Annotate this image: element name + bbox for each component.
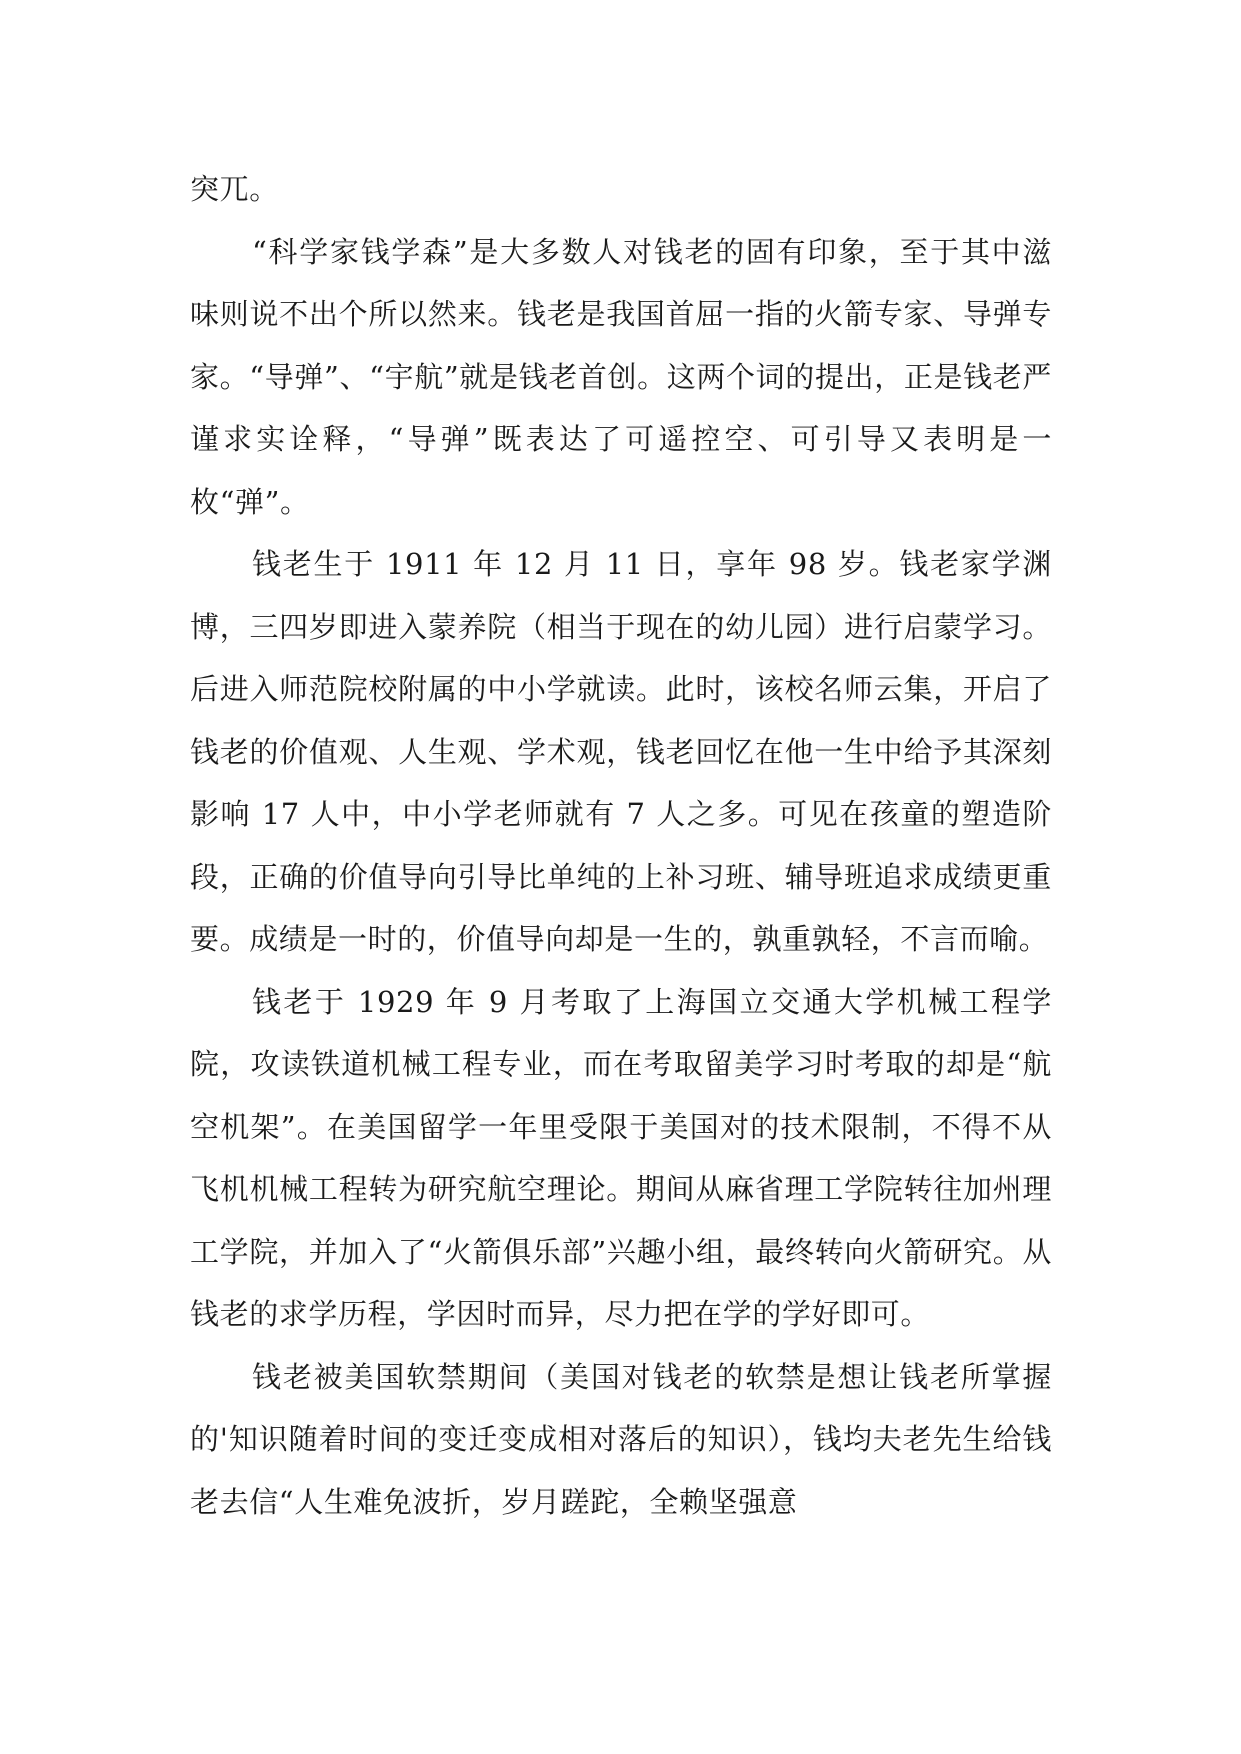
- document-page: [190, 158, 1052, 1533]
- paragraph-2: “科学家钱学森”是大多数人对钱老的固有印象，至于其中滋味则说不出个所以然来。钱老是我国首屈一指的火箭专家、导弹专家。“导弹”、“宇航”就是钱老首创。这两个词的提出，正是钱老严谨求实诠释，“导弹”既表达了可遥控空、可引导又表明是一枚“弹”。: [190, 234, 1052, 519]
- paragraph-1: 突兀。: [190, 172, 279, 206]
- paragraph-3: 钱老生于 1911 年 12 月 11 日，享年 98 岁。钱老家学渊博，三四岁即进入蒙养院（相当于现在的幼儿园）进行启蒙学习。后进入师范院校附属的中小学就读。此时，该校名师云集，开启了钱老的价值观、人生观、学术观，钱老回忆在他一生中给予其深刻影响 17 人中，中小学老师就有 7 人之多。可见在孩童的塑造阶段，正确的价值导向引导比单纯的上补习班、辅导班追求成绩更重要。成绩是一时的，价值导向却是一生的，孰重孰轻，不言而喻。: [190, 547, 1052, 956]
- paragraph-5: 钱老被美国软禁期间（美国对钱老的软禁是想让钱老所掌握的'知识随着时间的变迁变成相对落后的知识），钱均夫老先生给钱老去信“人生难免波折，岁月蹉跎，全赖坚强意: [190, 1359, 1052, 1519]
- paragraph-4: 钱老于 1929 年 9 月考取了上海国立交通大学机械工程学院，攻读铁道机械工程专业，而在考取留美学习时考取的却是“航空机架”。在美国留学一年里受限于美国对的技术限制，不得不从飞机机械工程转为研究航空理论。期间从麻省理工学院转往加州理工学院，并加入了“火箭俱乐部”兴趣小组，最终转向火箭研究。从钱老的求学历程，学因时而异，尽力把在学的学好即可。: [190, 984, 1052, 1331]
